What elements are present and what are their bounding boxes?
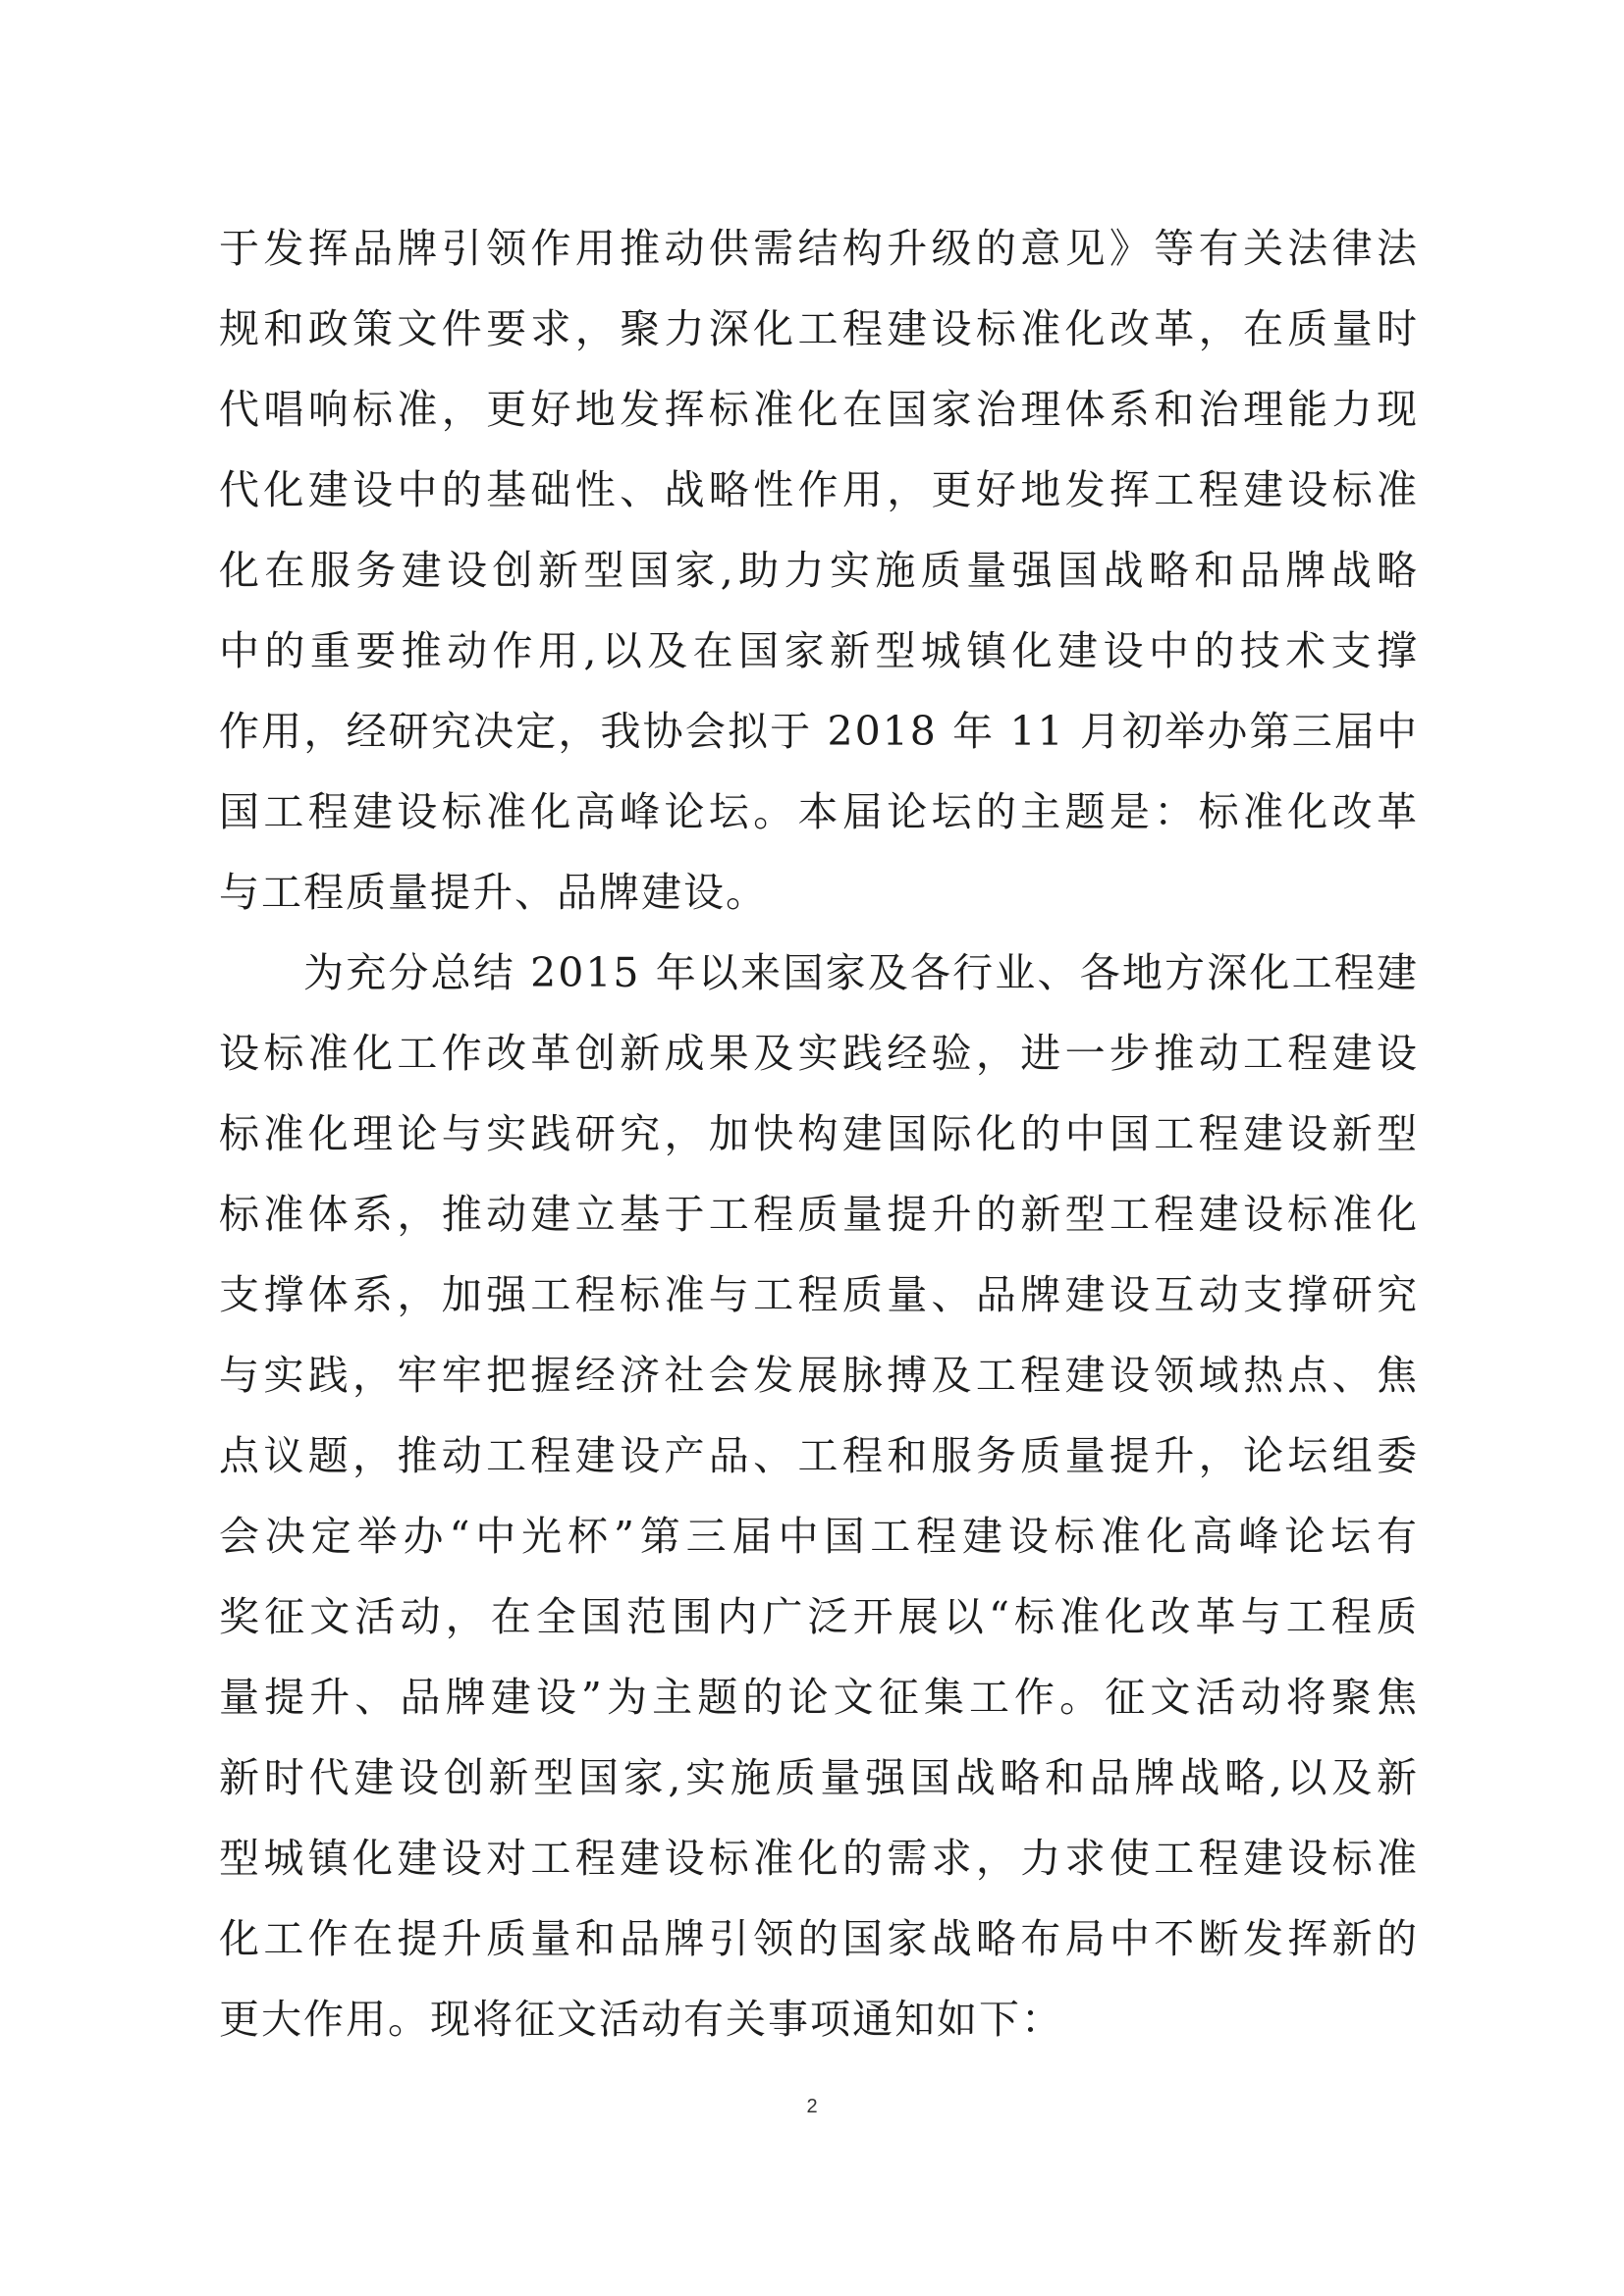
text-line: 作用，经研究决定，我协会拟于 2018 年 11 月初举办第三届中 xyxy=(219,708,1419,755)
text-line: 点议题，推动工程建设产品、工程和服务质量提升，论坛组委 xyxy=(219,1432,1419,1479)
body-text xyxy=(219,208,1419,2059)
paragraph-1 xyxy=(219,208,1419,933)
text-line: 型城镇化建设对工程建设标准化的需求，力求使工程建设标准 xyxy=(219,1835,1419,1882)
text-line: 标准体系，推动建立基于工程质量提升的新型工程建设标准化 xyxy=(219,1191,1419,1238)
text-line: 奖征文活动，在全国范围内广泛开展以“标准化改革与工程质 xyxy=(219,1593,1419,1640)
paragraph-2 xyxy=(219,933,1419,2059)
text-line: 化在服务建设创新型国家,助力实施质量强国战略和品牌战略 xyxy=(219,547,1419,594)
text-line: 标准化理论与实践研究，加快构建国际化的中国工程建设新型 xyxy=(219,1110,1419,1157)
text-line: 量提升、品牌建设”为主题的论文征集工作。征文活动将聚焦 xyxy=(219,1674,1419,1721)
text-line: 于发挥品牌引领作用推动供需结构升级的意见》等有关法律法 xyxy=(219,225,1419,272)
text-line: 与工程质量提升、品牌建设。 xyxy=(219,869,768,916)
text-line: 规和政策文件要求，聚力深化工程建设标准化改革，在质量时 xyxy=(219,305,1419,352)
page-number: 2 xyxy=(806,2096,818,2117)
text-line: 设标准化工作改革创新成果及实践经验，进一步推动工程建设 xyxy=(219,1030,1419,1077)
text-line: 更大作用。现将征文活动有关事项通知如下： xyxy=(219,1996,1063,2043)
text-line: 代唱响标准，更好地发挥标准化在国家治理体系和治理能力现 xyxy=(219,386,1419,433)
text-line: 支撑体系，加强工程标准与工程质量、品牌建设互动支撑研究 xyxy=(219,1271,1419,1318)
text-line: 会决定举办“中光杯”第三届中国工程建设标准化高峰论坛有 xyxy=(219,1513,1419,1560)
text-line: 为充分总结 2015 年以来国家及各行业、各地方深化工程建 xyxy=(303,949,1419,996)
text-line: 化工作在提升质量和品牌引领的国家战略布局中不断发挥新的 xyxy=(219,1915,1419,1962)
text-line: 代化建设中的基础性、战略性作用，更好地发挥工程建设标准 xyxy=(219,466,1419,513)
text-line: 新时代建设创新型国家,实施质量强国战略和品牌战略,以及新 xyxy=(219,1754,1419,1801)
text-line: 中的重要推动作用,以及在国家新型城镇化建设中的技术支撑 xyxy=(219,627,1419,674)
text-line: 国工程建设标准化高峰论坛。本届论坛的主题是：标准化改革 xyxy=(219,788,1419,835)
text-line: 与实践，牢牢把握经济社会发展脉搏及工程建设领域热点、焦 xyxy=(219,1352,1419,1399)
